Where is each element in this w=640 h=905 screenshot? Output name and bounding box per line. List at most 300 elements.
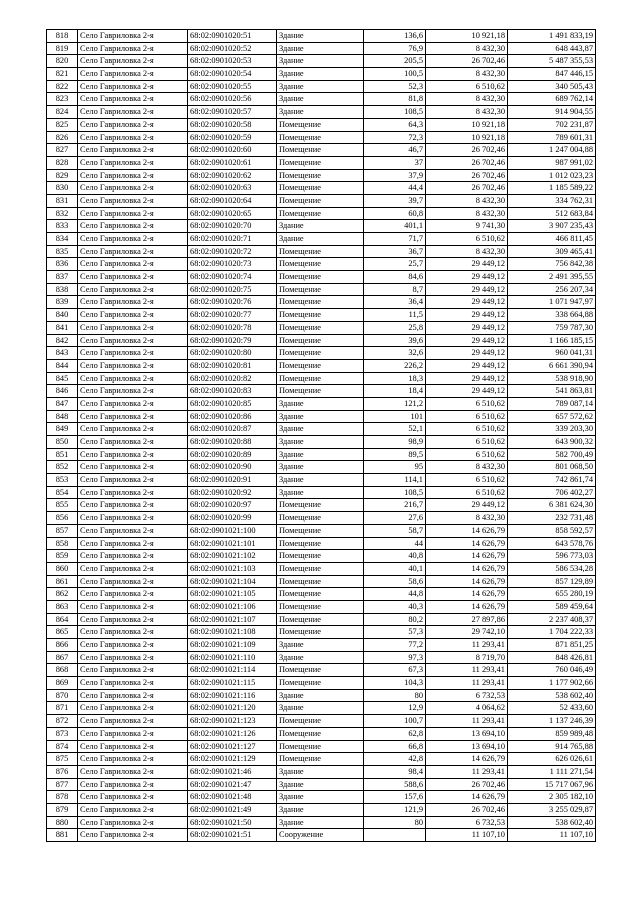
area-cell: 95 — [364, 461, 426, 474]
area-cell: 39,6 — [364, 334, 426, 347]
row-number-cell: 837 — [47, 271, 78, 284]
row-number-cell: 833 — [47, 220, 78, 233]
object-type-cell: Помещение — [277, 359, 364, 372]
cadastral-number-cell: 68:02:0901021:100 — [188, 524, 277, 537]
object-type-cell: Здание — [277, 55, 364, 68]
specific-value-cell: 14 626,79 — [426, 588, 508, 601]
cadastral-value-cell: 338 664,88 — [508, 309, 596, 322]
cadastral-value-cell: 3 907 235,43 — [508, 220, 596, 233]
settlement-cell: Село Гавриловка 2-я — [78, 283, 188, 296]
settlement-cell: Село Гавриловка 2-я — [78, 639, 188, 652]
settlement-cell: Село Гавриловка 2-я — [78, 245, 188, 258]
cadastral-value-cell: 586 534,28 — [508, 562, 596, 575]
object-type-cell: Помещение — [277, 347, 364, 360]
specific-value-cell: 8 432,30 — [426, 106, 508, 119]
cadastral-number-cell: 68:02:0901021:126 — [188, 727, 277, 740]
cadastral-number-cell: 68:02:0901020:75 — [188, 283, 277, 296]
row-number-cell: 845 — [47, 372, 78, 385]
object-type-cell: Помещение — [277, 677, 364, 690]
cadastral-value-cell: 706 402,27 — [508, 486, 596, 499]
specific-value-cell: 14 626,79 — [426, 550, 508, 563]
cadastral-value-cell: 589 459,64 — [508, 600, 596, 613]
specific-value-cell: 11 293,41 — [426, 715, 508, 728]
row-number-cell: 828 — [47, 156, 78, 169]
cadastral-value-cell: 1 185 589,22 — [508, 182, 596, 195]
specific-value-cell: 29 449,12 — [426, 321, 508, 334]
row-number-cell: 842 — [47, 334, 78, 347]
cadastral-value-cell: 859 989,48 — [508, 727, 596, 740]
specific-value-cell: 26 702,46 — [426, 144, 508, 157]
table-row — [47, 664, 596, 677]
object-type-cell: Помещение — [277, 537, 364, 550]
row-number-cell: 873 — [47, 727, 78, 740]
object-type-cell: Помещение — [277, 156, 364, 169]
specific-value-cell: 29 449,12 — [426, 296, 508, 309]
settlement-cell: Село Гавриловка 2-я — [78, 271, 188, 284]
table-row — [47, 359, 596, 372]
cadastral-value-cell: 334 762,31 — [508, 194, 596, 207]
area-cell: 18,4 — [364, 385, 426, 398]
table-row — [47, 715, 596, 728]
area-cell: 64,3 — [364, 118, 426, 131]
row-number-cell: 850 — [47, 436, 78, 449]
row-number-cell: 840 — [47, 309, 78, 322]
row-number-cell: 819 — [47, 42, 78, 55]
cadastral-number-cell: 68:02:0901020:87 — [188, 423, 277, 436]
specific-value-cell: 8 432,30 — [426, 245, 508, 258]
object-type-cell: Помещение — [277, 550, 364, 563]
table-row — [47, 486, 596, 499]
settlement-cell: Село Гавриловка 2-я — [78, 42, 188, 55]
area-cell: 76,9 — [364, 42, 426, 55]
object-type-cell: Помещение — [277, 372, 364, 385]
row-number-cell: 831 — [47, 194, 78, 207]
cadastral-value-cell: 643 900,32 — [508, 436, 596, 449]
area-cell: 72,3 — [364, 131, 426, 144]
area-cell: 205,5 — [364, 55, 426, 68]
row-number-cell: 876 — [47, 765, 78, 778]
specific-value-cell: 6 510,62 — [426, 448, 508, 461]
cadastral-value-cell: 1 247 004,88 — [508, 144, 596, 157]
cadastral-value-cell: 801 068,50 — [508, 461, 596, 474]
specific-value-cell: 29 449,12 — [426, 385, 508, 398]
row-number-cell: 848 — [47, 410, 78, 423]
object-type-cell: Здание — [277, 639, 364, 652]
specific-value-cell: 6 510,62 — [426, 80, 508, 93]
specific-value-cell: 10 921,18 — [426, 30, 508, 43]
cadastral-value-cell: 914 904,55 — [508, 106, 596, 119]
settlement-cell: Село Гавриловка 2-я — [78, 93, 188, 106]
cadastral-number-cell: 68:02:0901021:104 — [188, 575, 277, 588]
cadastral-value-cell: 52 433,60 — [508, 702, 596, 715]
cadastral-number-cell: 68:02:0901021:108 — [188, 626, 277, 639]
cadastral-value-cell: 2 491 395,55 — [508, 271, 596, 284]
row-number-cell: 836 — [47, 258, 78, 271]
cadastral-number-cell: 68:02:0901021:116 — [188, 689, 277, 702]
cadastral-value-cell: 643 578,76 — [508, 537, 596, 550]
settlement-cell: Село Гавриловка 2-я — [78, 816, 188, 829]
row-number-cell: 824 — [47, 106, 78, 119]
cadastral-number-cell: 68:02:0901021:120 — [188, 702, 277, 715]
cadastral-number-cell: 68:02:0901020:72 — [188, 245, 277, 258]
cadastral-value-cell: 2 305 182,10 — [508, 791, 596, 804]
cadastral-number-cell: 68:02:0901021:114 — [188, 664, 277, 677]
cadastral-number-cell: 68:02:0901020:55 — [188, 80, 277, 93]
row-number-cell: 843 — [47, 347, 78, 360]
settlement-cell: Село Гавриловка 2-я — [78, 347, 188, 360]
settlement-cell: Село Гавриловка 2-я — [78, 80, 188, 93]
area-cell: 36,7 — [364, 245, 426, 258]
area-cell: 44,8 — [364, 588, 426, 601]
cadastral-number-cell: 68:02:0901020:92 — [188, 486, 277, 499]
area-cell: 62,8 — [364, 727, 426, 740]
area-cell: 104,3 — [364, 677, 426, 690]
table-row — [47, 702, 596, 715]
row-number-cell: 865 — [47, 626, 78, 639]
row-number-cell: 834 — [47, 233, 78, 246]
cadastral-value-cell: 960 041,31 — [508, 347, 596, 360]
cadastral-value-cell: 538 602,40 — [508, 689, 596, 702]
cadastral-value-cell: 1 137 246,39 — [508, 715, 596, 728]
cadastral-number-cell: 68:02:0901020:70 — [188, 220, 277, 233]
object-type-cell: Здание — [277, 461, 364, 474]
cadastral-number-cell: 68:02:0901020:85 — [188, 397, 277, 410]
cadastral-number-cell: 68:02:0901020:54 — [188, 68, 277, 81]
table-row — [47, 423, 596, 436]
table-row — [47, 448, 596, 461]
area-cell: 81,8 — [364, 93, 426, 106]
table-row — [47, 613, 596, 626]
object-type-cell: Помещение — [277, 575, 364, 588]
settlement-cell: Село Гавриловка 2-я — [78, 131, 188, 144]
area-cell: 18,3 — [364, 372, 426, 385]
object-type-cell: Помещение — [277, 283, 364, 296]
cadastral-number-cell: 68:02:0901020:59 — [188, 131, 277, 144]
settlement-cell: Село Гавриловка 2-я — [78, 562, 188, 575]
cadastral-number-cell: 68:02:0901020:90 — [188, 461, 277, 474]
cadastral-number-cell: 68:02:0901020:60 — [188, 144, 277, 157]
area-cell: 57,3 — [364, 626, 426, 639]
cadastral-value-cell: 309 465,41 — [508, 245, 596, 258]
object-type-cell: Здание — [277, 397, 364, 410]
row-number-cell: 867 — [47, 651, 78, 664]
cadastral-number-cell: 68:02:0901021:103 — [188, 562, 277, 575]
row-number-cell: 821 — [47, 68, 78, 81]
cadastral-number-cell: 68:02:0901020:79 — [188, 334, 277, 347]
area-cell: 98,4 — [364, 765, 426, 778]
row-number-cell: 858 — [47, 537, 78, 550]
area-cell: 44 — [364, 537, 426, 550]
settlement-cell: Село Гавриловка 2-я — [78, 372, 188, 385]
specific-value-cell: 6 510,62 — [426, 233, 508, 246]
area-cell: 8,7 — [364, 283, 426, 296]
specific-value-cell: 29 742,10 — [426, 626, 508, 639]
table-row — [47, 575, 596, 588]
row-number-cell: 863 — [47, 600, 78, 613]
cadastral-value-cell: 340 505,43 — [508, 80, 596, 93]
specific-value-cell: 27 897,86 — [426, 613, 508, 626]
object-type-cell: Здание — [277, 106, 364, 119]
registry-table-page — [46, 29, 595, 842]
settlement-cell: Село Гавриловка 2-я — [78, 702, 188, 715]
settlement-cell: Село Гавриловка 2-я — [78, 194, 188, 207]
cadastral-number-cell: 68:02:0901021:48 — [188, 791, 277, 804]
area-cell: 226,2 — [364, 359, 426, 372]
object-type-cell: Здание — [277, 778, 364, 791]
object-type-cell: Здание — [277, 816, 364, 829]
settlement-cell: Село Гавриловка 2-я — [78, 765, 188, 778]
settlement-cell: Село Гавриловка 2-я — [78, 448, 188, 461]
settlement-cell: Село Гавриловка 2-я — [78, 753, 188, 766]
area-cell — [364, 829, 426, 842]
cadastral-value-cell: 2 237 408,37 — [508, 613, 596, 626]
table-row — [47, 169, 596, 182]
settlement-cell: Село Гавриловка 2-я — [78, 588, 188, 601]
object-type-cell: Здание — [277, 651, 364, 664]
settlement-cell: Село Гавриловка 2-я — [78, 144, 188, 157]
cadastral-number-cell: 68:02:0901021:46 — [188, 765, 277, 778]
table-row — [47, 803, 596, 816]
table-row — [47, 258, 596, 271]
row-number-cell: 869 — [47, 677, 78, 690]
table-row — [47, 829, 596, 842]
settlement-cell: Село Гавриловка 2-я — [78, 30, 188, 43]
cadastral-number-cell: 68:02:0901021:50 — [188, 816, 277, 829]
area-cell: 40,8 — [364, 550, 426, 563]
object-type-cell: Здание — [277, 702, 364, 715]
area-cell: 77,2 — [364, 639, 426, 652]
object-type-cell: Здание — [277, 448, 364, 461]
cadastral-number-cell: 68:02:0901021:101 — [188, 537, 277, 550]
specific-value-cell: 13 694,10 — [426, 740, 508, 753]
cadastral-number-cell: 68:02:0901021:49 — [188, 803, 277, 816]
area-cell: 32,6 — [364, 347, 426, 360]
object-type-cell: Помещение — [277, 182, 364, 195]
table-row — [47, 80, 596, 93]
area-cell: 27,6 — [364, 512, 426, 525]
object-type-cell: Помещение — [277, 321, 364, 334]
specific-value-cell: 8 432,30 — [426, 42, 508, 55]
settlement-cell: Село Гавриловка 2-я — [78, 537, 188, 550]
cadastral-value-cell: 987 991,02 — [508, 156, 596, 169]
row-number-cell: 826 — [47, 131, 78, 144]
specific-value-cell: 8 432,30 — [426, 93, 508, 106]
area-cell: 588,6 — [364, 778, 426, 791]
cadastral-value-cell: 789 087,14 — [508, 397, 596, 410]
object-type-cell: Здание — [277, 765, 364, 778]
cadastral-number-cell: 68:02:0901021:110 — [188, 651, 277, 664]
cadastral-number-cell: 68:02:0901020:51 — [188, 30, 277, 43]
row-number-cell: 849 — [47, 423, 78, 436]
cadastral-number-cell: 68:02:0901020:65 — [188, 207, 277, 220]
object-type-cell: Здание — [277, 233, 364, 246]
area-cell: 46,7 — [364, 144, 426, 157]
object-type-cell: Здание — [277, 791, 364, 804]
object-type-cell: Здание — [277, 803, 364, 816]
cadastral-value-cell: 538 602,40 — [508, 816, 596, 829]
area-cell: 401,1 — [364, 220, 426, 233]
cadastral-value-table — [46, 29, 596, 842]
area-cell: 37 — [364, 156, 426, 169]
area-cell: 157,6 — [364, 791, 426, 804]
cadastral-value-cell: 582 700,49 — [508, 448, 596, 461]
row-number-cell: 835 — [47, 245, 78, 258]
cadastral-number-cell: 68:02:0901020:74 — [188, 271, 277, 284]
object-type-cell: Помещение — [277, 271, 364, 284]
specific-value-cell: 11 107,10 — [426, 829, 508, 842]
row-number-cell: 855 — [47, 499, 78, 512]
row-number-cell: 877 — [47, 778, 78, 791]
cadastral-number-cell: 68:02:0901020:56 — [188, 93, 277, 106]
cadastral-value-cell: 339 203,30 — [508, 423, 596, 436]
settlement-cell: Село Гавриловка 2-я — [78, 385, 188, 398]
table-row — [47, 296, 596, 309]
cadastral-number-cell: 68:02:0901020:89 — [188, 448, 277, 461]
table-row — [47, 791, 596, 804]
object-type-cell: Помещение — [277, 524, 364, 537]
cadastral-value-cell: 1 111 271,54 — [508, 765, 596, 778]
area-cell: 67,3 — [364, 664, 426, 677]
area-cell: 40,3 — [364, 600, 426, 613]
row-number-cell: 829 — [47, 169, 78, 182]
specific-value-cell: 6 732,53 — [426, 689, 508, 702]
cadastral-value-cell: 1 012 023,23 — [508, 169, 596, 182]
area-cell: 100,7 — [364, 715, 426, 728]
settlement-cell: Село Гавриловка 2-я — [78, 727, 188, 740]
object-type-cell: Помещение — [277, 626, 364, 639]
settlement-cell: Село Гавриловка 2-я — [78, 156, 188, 169]
cadastral-value-cell: 848 426,81 — [508, 651, 596, 664]
table-row — [47, 207, 596, 220]
object-type-cell: Помещение — [277, 753, 364, 766]
row-number-cell: 851 — [47, 448, 78, 461]
specific-value-cell: 9 741,30 — [426, 220, 508, 233]
area-cell: 11,5 — [364, 309, 426, 322]
area-cell: 37,9 — [364, 169, 426, 182]
table-row — [47, 410, 596, 423]
object-type-cell: Здание — [277, 93, 364, 106]
cadastral-number-cell: 68:02:0901021:129 — [188, 753, 277, 766]
specific-value-cell: 14 626,79 — [426, 562, 508, 575]
specific-value-cell: 29 449,12 — [426, 499, 508, 512]
specific-value-cell: 8 432,30 — [426, 68, 508, 81]
table-row — [47, 778, 596, 791]
cadastral-value-cell: 1 177 902,66 — [508, 677, 596, 690]
area-cell: 114,1 — [364, 474, 426, 487]
specific-value-cell: 10 921,18 — [426, 131, 508, 144]
cadastral-number-cell: 68:02:0901020:97 — [188, 499, 277, 512]
row-number-cell: 844 — [47, 359, 78, 372]
table-row — [47, 397, 596, 410]
cadastral-value-cell: 5 487 355,53 — [508, 55, 596, 68]
specific-value-cell: 14 626,79 — [426, 600, 508, 613]
cadastral-value-cell: 6 381 624,30 — [508, 499, 596, 512]
row-number-cell: 880 — [47, 816, 78, 829]
settlement-cell: Село Гавриловка 2-я — [78, 68, 188, 81]
area-cell: 36,4 — [364, 296, 426, 309]
cadastral-value-cell: 914 765,88 — [508, 740, 596, 753]
cadastral-value-cell: 742 861,74 — [508, 474, 596, 487]
table-row — [47, 461, 596, 474]
cadastral-value-cell: 847 446,15 — [508, 68, 596, 81]
area-cell: 100,5 — [364, 68, 426, 81]
object-type-cell: Помещение — [277, 613, 364, 626]
settlement-cell: Село Гавриловка 2-я — [78, 220, 188, 233]
specific-value-cell: 14 626,79 — [426, 791, 508, 804]
row-number-cell: 862 — [47, 588, 78, 601]
cadastral-value-cell: 232 731,48 — [508, 512, 596, 525]
cadastral-number-cell: 68:02:0901021:115 — [188, 677, 277, 690]
table-row — [47, 474, 596, 487]
table-row — [47, 68, 596, 81]
object-type-cell: Здание — [277, 436, 364, 449]
area-cell: 101 — [364, 410, 426, 423]
settlement-cell: Село Гавриловка 2-я — [78, 651, 188, 664]
row-number-cell: 841 — [47, 321, 78, 334]
cadastral-number-cell: 68:02:0901020:52 — [188, 42, 277, 55]
table-row — [47, 271, 596, 284]
table-row — [47, 42, 596, 55]
cadastral-number-cell: 68:02:0901020:91 — [188, 474, 277, 487]
area-cell: 89,5 — [364, 448, 426, 461]
specific-value-cell: 29 449,12 — [426, 372, 508, 385]
area-cell: 39,7 — [364, 194, 426, 207]
object-type-cell: Сооружение — [277, 829, 364, 842]
table-row — [47, 600, 596, 613]
row-number-cell: 853 — [47, 474, 78, 487]
cadastral-value-cell: 655 280,19 — [508, 588, 596, 601]
cadastral-number-cell: 68:02:0901020:83 — [188, 385, 277, 398]
row-number-cell: 823 — [47, 93, 78, 106]
cadastral-number-cell: 68:02:0901021:51 — [188, 829, 277, 842]
cadastral-number-cell: 68:02:0901020:76 — [188, 296, 277, 309]
cadastral-value-cell: 15 717 067,96 — [508, 778, 596, 791]
cadastral-value-cell: 1 166 185,15 — [508, 334, 596, 347]
table-row — [47, 194, 596, 207]
cadastral-value-cell: 858 592,57 — [508, 524, 596, 537]
row-number-cell: 860 — [47, 562, 78, 575]
object-type-cell: Помещение — [277, 194, 364, 207]
cadastral-value-cell: 760 046,49 — [508, 664, 596, 677]
table-row — [47, 347, 596, 360]
cadastral-value-cell: 789 601,31 — [508, 131, 596, 144]
specific-value-cell: 29 449,12 — [426, 258, 508, 271]
specific-value-cell: 11 293,41 — [426, 664, 508, 677]
table-row — [47, 118, 596, 131]
row-number-cell: 859 — [47, 550, 78, 563]
object-type-cell: Здание — [277, 689, 364, 702]
specific-value-cell: 26 702,46 — [426, 778, 508, 791]
settlement-cell: Село Гавриловка 2-я — [78, 309, 188, 322]
row-number-cell: 872 — [47, 715, 78, 728]
row-number-cell: 874 — [47, 740, 78, 753]
settlement-cell: Село Гавриловка 2-я — [78, 321, 188, 334]
table-row — [47, 436, 596, 449]
specific-value-cell: 26 702,46 — [426, 156, 508, 169]
settlement-cell: Село Гавриловка 2-я — [78, 613, 188, 626]
object-type-cell: Помещение — [277, 512, 364, 525]
row-number-cell: 822 — [47, 80, 78, 93]
area-cell: 58,7 — [364, 524, 426, 537]
settlement-cell: Село Гавриловка 2-я — [78, 296, 188, 309]
object-type-cell: Здание — [277, 42, 364, 55]
object-type-cell: Помещение — [277, 740, 364, 753]
specific-value-cell: 29 449,12 — [426, 283, 508, 296]
settlement-cell: Село Гавриловка 2-я — [78, 664, 188, 677]
settlement-cell: Село Гавриловка 2-я — [78, 207, 188, 220]
settlement-cell: Село Гавриловка 2-я — [78, 524, 188, 537]
cadastral-value-cell: 541 863,81 — [508, 385, 596, 398]
